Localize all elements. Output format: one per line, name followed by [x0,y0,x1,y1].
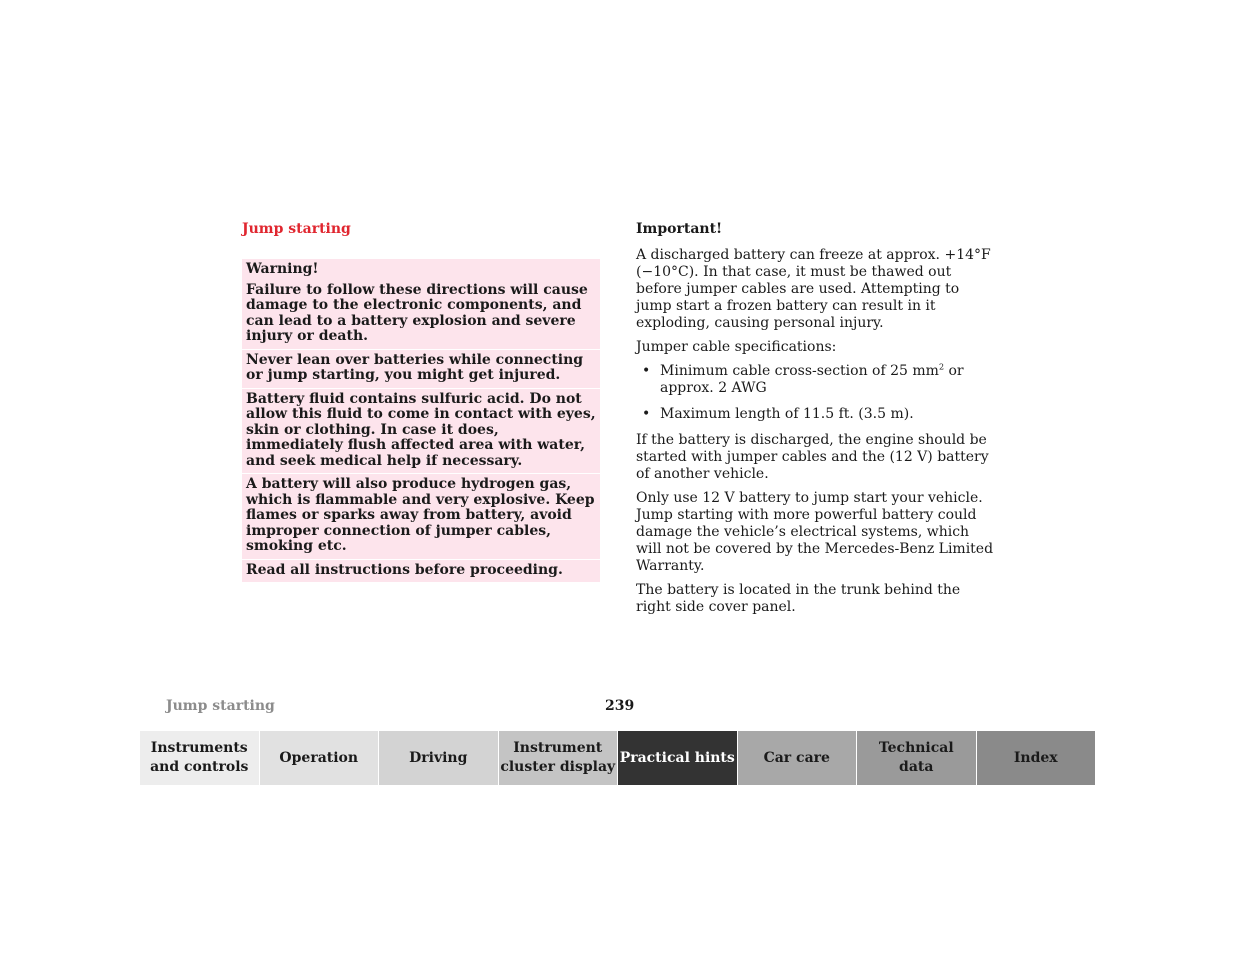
spec-text: Minimum cable cross-section of 25 mm [660,363,939,379]
discharged-paragraph: If the battery is discharged, the engine should be started with jumper cables and the (12 V) battery of another vehicle. [636,432,989,482]
spec-list [636,363,996,423]
spec-text: Maximum length of 11.5 ft. (3.5 m). [660,406,914,422]
spec-text-tail: or approx. 2 AWG [660,363,964,396]
tab-practical-hints[interactable]: Practical hints [618,731,738,785]
tab-car-care[interactable]: Car care [738,731,858,785]
section-title: Jump starting [242,221,351,237]
important-section [636,221,996,623]
voltage-paragraph: Only use 12 V battery to jump start your vehicle. Jump starting with more powerful battery could damage the vehicle’s electrical systems, which will not be covered by the Mercedes-Benz Limited Warranty. [636,490,994,574]
bullet-icon: • [642,406,651,422]
tab-driving[interactable]: Driving [379,731,499,785]
spec-item-cross-section [636,363,996,397]
bullet-icon: • [642,363,651,379]
chapter-nav [140,731,1095,785]
location-paragraph: The battery is located in the trunk behind the right side cover panel. [636,582,961,615]
freeze-paragraph: A discharged battery can freeze at approx. +14°F (−10°C). In that case, it must be thawed out before jumper cables are used. Attempting to jump start a frozen battery can result in it exploding, causing personal injury. [636,247,991,331]
tab-instruments-and-controls[interactable]: Instruments and controls [140,731,260,785]
superscript: 2 [938,362,945,372]
warning-item: Failure to follow these directions will cause damage to the electronic components, and can lead to a battery explosion and severe injury or death. [242,281,600,350]
tab-technical-data[interactable]: Technical data [857,731,977,785]
tab-operation[interactable]: Operation [260,731,380,785]
warning-box [242,259,600,583]
tab-instrument-cluster-display[interactable]: Instrument cluster display [499,731,619,785]
warning-item: A battery will also produce hydrogen gas, which is flammable and very explosive. Keep flames or sparks away from battery, avoid improper connection of jumper cables, smoking etc. [242,474,600,560]
spec-item-length [636,406,996,423]
tab-index[interactable]: Index [977,731,1096,785]
warning-item: Read all instructions before proceeding. [242,560,600,584]
warning-header: Warning! [242,259,600,281]
warning-item: Battery fluid contains sulfuric acid. Do not allow this fluid to come in contact with eyes, skin or clothing. In case it does, immediately flush affected area with water, and seek medical help if necessary. [242,389,600,475]
page-number: 239 [605,698,635,714]
spec-intro: Jumper cable specifications: [636,339,837,355]
important-heading: Important! [636,221,723,237]
footer-title: Jump starting [166,698,275,714]
warning-item: Never lean over batteries while connecting or jump starting, you might get injured. [242,350,600,389]
